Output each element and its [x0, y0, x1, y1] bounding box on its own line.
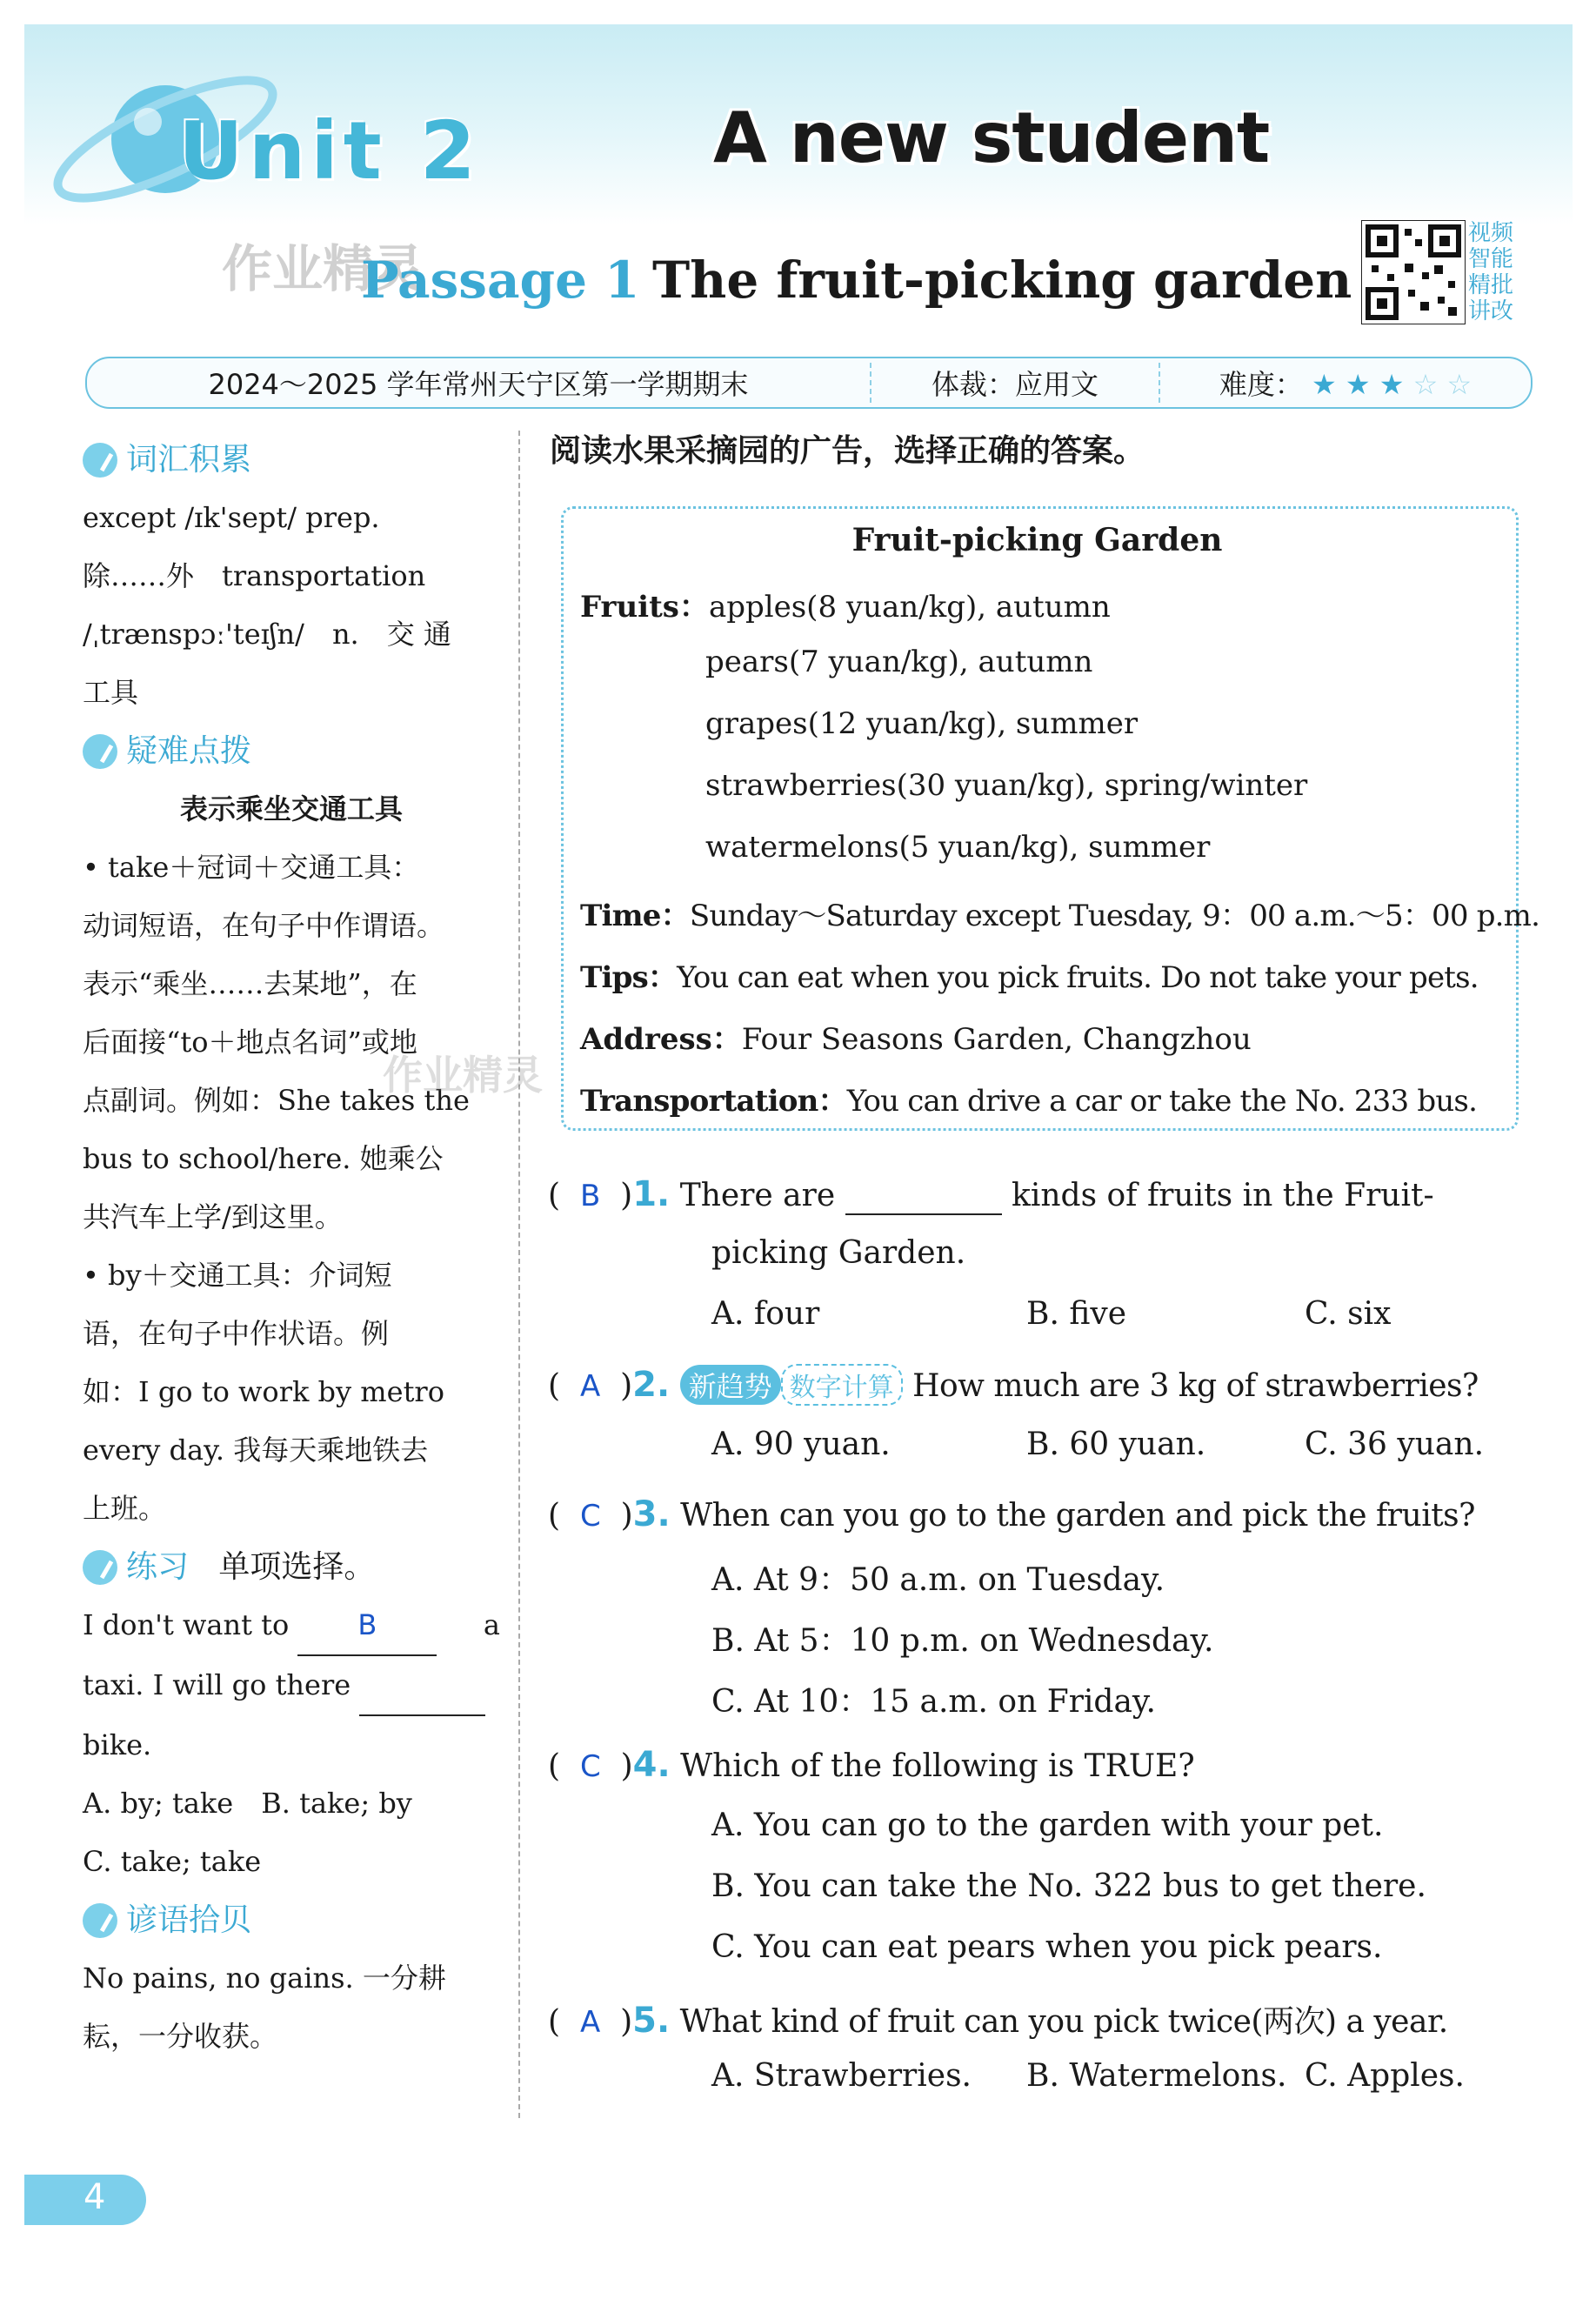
- address-value: Four Seasons Garden, Changzhou: [741, 1022, 1252, 1057]
- option[interactable]: A. four: [711, 1296, 820, 1332]
- option[interactable]: C. Apples.: [1305, 2058, 1465, 2094]
- tips-title: 表示乘坐交通工具: [179, 792, 403, 825]
- tips-label: Tips：: [580, 960, 678, 995]
- passage-number: Passage 1: [361, 251, 640, 310]
- transport-value: You can drive a car or take the No. 233 bus.: [846, 1084, 1478, 1119]
- paren: ): [600, 1368, 633, 1404]
- option[interactable]: A. 90 yuan.: [711, 1427, 891, 1462]
- tips-line: 表示“乘坐……去某地”，在: [83, 967, 417, 1000]
- proverb-line: No pains, no gains. 一分耕: [83, 1962, 446, 1995]
- page-number: 4: [83, 2177, 106, 2217]
- question-stem: When can you go to the garden and pick the fruits?: [680, 1498, 1475, 1534]
- tips-line: 语，在句子中作状语。例: [83, 1317, 390, 1350]
- practice-heading: [83, 1538, 500, 1596]
- question-stem: Which of the following is TRUE?: [680, 1748, 1195, 1784]
- question-3: [548, 1494, 1475, 1534]
- paren: ): [600, 2004, 633, 2040]
- tips-heading: [83, 722, 500, 780]
- star-filled-icon: ★: [1312, 368, 1337, 401]
- vocab-line: /ˌtrænspɔː'teɪʃn/ n. 交 通: [83, 618, 451, 651]
- tips-line: • take＋冠词＋交通工具：: [83, 851, 420, 884]
- question-number: 3.: [632, 1494, 671, 1534]
- answer-choice[interactable]: C: [579, 1749, 601, 1784]
- left-column: [83, 431, 500, 2066]
- time-label: Time：: [580, 899, 690, 933]
- option[interactable]: A. At 9：50 a.m. on Tuesday.: [711, 1562, 1165, 1598]
- star-filled-icon: ★: [1345, 368, 1371, 401]
- difficulty: [1160, 363, 1531, 403]
- question-stem: There are: [679, 1178, 836, 1213]
- paren: (: [548, 1178, 580, 1213]
- exam-source: 2024～2025 学年常州天宁区第一学期期末: [87, 363, 871, 403]
- question-5: [548, 1997, 1448, 2042]
- qr-label-line: 智能: [1468, 246, 1514, 272]
- advert-address: [580, 1015, 1252, 1058]
- qr-label-line: 视频: [1468, 220, 1514, 246]
- star-empty-icon: ☆: [1412, 368, 1439, 401]
- answer-choice[interactable]: A: [579, 1369, 601, 1404]
- answer-blank[interactable]: [845, 1178, 1002, 1215]
- tips-line: 后面接“to＋地点名词”或地: [83, 1026, 417, 1059]
- info-bar: [85, 357, 1533, 409]
- fruit-item: pears(7 yuan/kg), autumn: [705, 645, 1093, 679]
- tips-line: bus to school/here. 她乘公: [83, 1142, 444, 1175]
- note-icon: [83, 1903, 117, 1938]
- trend-tag: 新趋势: [680, 1365, 781, 1405]
- tips-line: • by＋交通工具：介词短: [83, 1259, 392, 1292]
- question-stem: picking Garden.: [711, 1235, 966, 1271]
- tips-line: 上班。: [83, 1492, 167, 1525]
- paren: (: [548, 2004, 580, 2040]
- vocab-line: 除……外 transportation: [83, 559, 426, 592]
- note-icon: [83, 443, 117, 478]
- tips-line: 点副词。例如：She takes the: [83, 1084, 470, 1117]
- advert-fruits: [580, 583, 1111, 625]
- vocab-line: 工具: [83, 676, 139, 709]
- question-stem: How much are 3 kg of strawberries?: [912, 1368, 1479, 1404]
- tips-line: every day. 我每天乘地铁去: [83, 1434, 429, 1467]
- fruit-item: grapes(12 yuan/kg), summer: [705, 706, 1139, 741]
- time-value: Sunday～Saturday except Tuesday, 9：00 a.m.～5：00 p.m.: [689, 899, 1540, 933]
- tips-line: 如：I go to work by metro: [83, 1375, 444, 1408]
- practice-answer-blank[interactable]: B: [297, 1596, 437, 1656]
- option[interactable]: B. At 5：10 p.m. on Wednesday.: [711, 1623, 1214, 1659]
- column-divider: [518, 431, 520, 2118]
- practice-heading-label: 练习: [126, 1549, 190, 1585]
- qr-label-line: 讲改: [1468, 298, 1514, 324]
- watermark: 作业精灵: [383, 1052, 543, 1099]
- advert-transport: [580, 1077, 1477, 1119]
- option[interactable]: A. You can go to the garden with your pet.: [711, 1808, 1384, 1843]
- advert-tips: [580, 953, 1479, 996]
- option[interactable]: B. five: [1026, 1296, 1126, 1332]
- passage-title: The fruit-picking garden: [652, 251, 1352, 310]
- option[interactable]: B. You can take the No. 322 bus to get there.: [711, 1868, 1426, 1904]
- practice-blank[interactable]: [359, 1656, 485, 1716]
- fruit-item: strawberries(30 yuan/kg), spring/winter: [705, 768, 1308, 803]
- answer-choice[interactable]: B: [579, 1179, 601, 1213]
- unit-subtitle: A new student: [713, 97, 1270, 178]
- unit-title: Unit 2: [178, 104, 481, 197]
- tips-heading-label: 疑难点拨: [126, 733, 252, 769]
- question-stem: kinds of fruits in the Fruit-: [1012, 1178, 1434, 1213]
- option[interactable]: B. 60 yuan.: [1026, 1427, 1206, 1462]
- practice-option: A. by; take B. take; by: [83, 1787, 412, 1820]
- advert-title: Fruit-picking Garden: [851, 522, 1223, 558]
- calc-tag: 数字计算: [781, 1364, 903, 1406]
- practice-text: I don't want to: [83, 1608, 290, 1641]
- star-filled-icon: ★: [1379, 368, 1405, 401]
- question-1: [548, 1174, 1434, 1215]
- paren: (: [548, 1498, 580, 1534]
- proverb-heading-label: 谚语拾贝: [126, 1902, 252, 1938]
- tips-value: You can eat when you pick fruits. Do not take your pets.: [677, 960, 1479, 995]
- option[interactable]: C. six: [1305, 1296, 1392, 1332]
- note-icon: [83, 1550, 117, 1585]
- question-number: 4.: [632, 1745, 671, 1785]
- proverb-heading: [83, 1891, 500, 1949]
- watermark: 作业精灵: [222, 239, 424, 298]
- paren: (: [548, 1748, 580, 1784]
- practice-title: 单项选择。: [218, 1549, 376, 1585]
- practice-option: C. take; take: [83, 1845, 262, 1878]
- fruit-item: watermelons(5 yuan/kg), summer: [705, 830, 1211, 865]
- question-number: 5.: [632, 2001, 671, 2041]
- question-number: 1.: [632, 1174, 671, 1214]
- practice-question: [83, 1596, 500, 1656]
- option[interactable]: A. Strawberries.: [711, 2058, 972, 2094]
- question-number: 2.: [632, 1365, 671, 1405]
- note-icon: [83, 734, 117, 769]
- star-empty-icon: ☆: [1446, 368, 1472, 401]
- answer-choice[interactable]: A: [579, 2005, 601, 2040]
- advert-time: [580, 892, 1539, 934]
- qr-label: [1468, 220, 1531, 324]
- transport-label: Transportation：: [580, 1084, 847, 1119]
- paren: ): [600, 1748, 633, 1784]
- practice-text: taxi. I will go there: [83, 1668, 351, 1701]
- difficulty-label: 难度：: [1219, 368, 1303, 401]
- practice-text: a: [483, 1608, 500, 1641]
- qr-code-icon[interactable]: [1361, 220, 1466, 324]
- option[interactable]: C. At 10：15 a.m. on Friday.: [711, 1684, 1156, 1720]
- paren: ): [600, 1498, 633, 1534]
- option[interactable]: B. Watermelons.: [1026, 2058, 1287, 2094]
- fruits-label: Fruits：: [580, 590, 709, 625]
- genre: 体裁：应用文: [871, 363, 1160, 403]
- instruction: 阅读水果采摘园的广告，选择正确的答案。: [550, 433, 1145, 469]
- paren: ): [600, 1178, 633, 1213]
- option[interactable]: C. 36 yuan.: [1305, 1427, 1485, 1462]
- question-4: [548, 1745, 1195, 1785]
- option[interactable]: C. You can eat pears when you pick pears.: [711, 1929, 1383, 1965]
- address-label: Address：: [580, 1022, 742, 1057]
- fruit-item: apples(8 yuan/kg), autumn: [708, 590, 1111, 625]
- question-2: [548, 1364, 1479, 1406]
- vocab-line: except /ɪk'sept/ prep.: [83, 501, 380, 534]
- practice-text: bike.: [83, 1728, 152, 1761]
- vocab-heading: [83, 431, 500, 489]
- tips-line: 共汽车上学/到这里。: [83, 1200, 343, 1233]
- vocab-heading-label: 词汇积累: [126, 442, 252, 478]
- answer-choice[interactable]: C: [579, 1499, 601, 1534]
- question-stem: What kind of fruit can you pick twice(两次) a year.: [679, 2004, 1448, 2040]
- practice-question: [83, 1656, 500, 1716]
- tips-line: 动词短语，在句子中作谓语。: [83, 909, 445, 942]
- qr-label-line: 精批: [1468, 272, 1514, 298]
- proverb-line: 耘，一分收获。: [83, 2020, 278, 2053]
- paren: (: [548, 1368, 580, 1404]
